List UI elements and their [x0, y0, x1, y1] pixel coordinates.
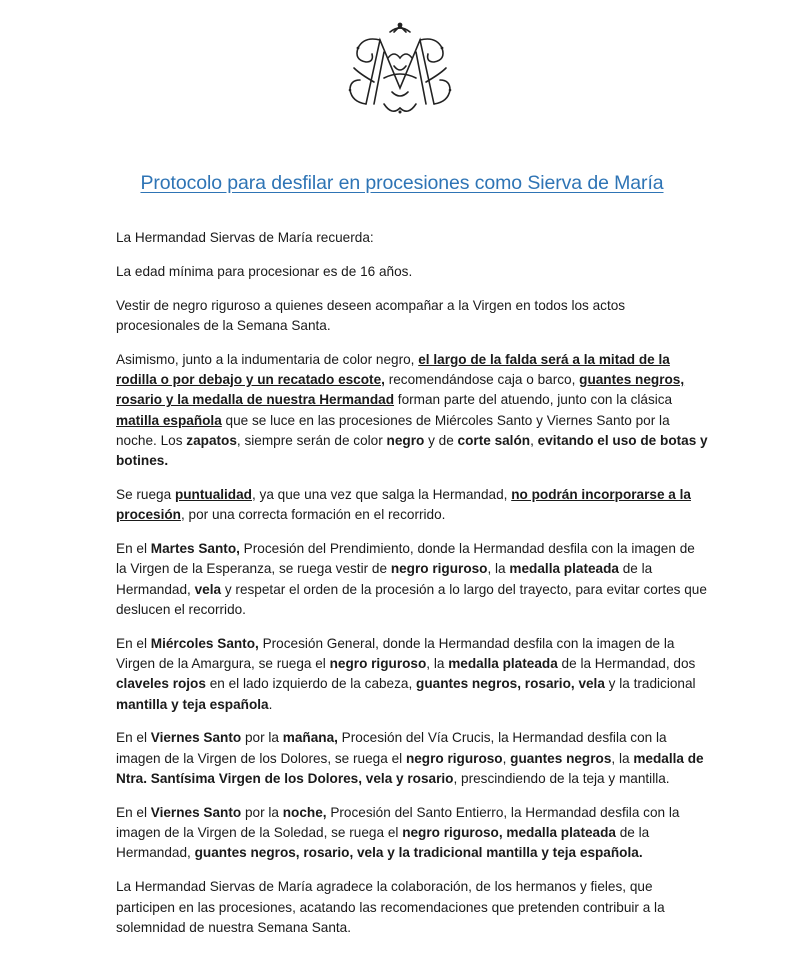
- paragraph-text: En el: [116, 635, 151, 651]
- paragraph-text: , la: [487, 561, 510, 577]
- paragraph-text: , prescindiendo de la teja y mantilla.: [453, 771, 670, 787]
- emphasis-text: guantes negros, rosario, vela: [416, 676, 605, 692]
- paragraph-text: de la Hermandad,: [116, 825, 650, 861]
- paragraph-text: y de: [424, 432, 458, 448]
- paragraph: [116, 877, 708, 938]
- paragraph-text: La Hermandad Siervas de María agradece la colaboración, de los hermanos y fieles, que participen en las procesiones, acatando las recomendaciones que pretenden contribuir a la solemnidad de nuestra Semana Santa.: [116, 879, 665, 935]
- paragraph-text: y respetar el orden de la procesión a lo largo del trayecto, para evitar cortes que deslucen el recorrido.: [116, 581, 707, 617]
- paragraph: [116, 228, 708, 248]
- emphasis-text: claveles rojos: [116, 676, 206, 692]
- emphasis-text: negro riguroso: [405, 750, 503, 766]
- paragraph-text: ,: [530, 432, 538, 448]
- emphasis-text: no podrán incorporarse a la procesión: [116, 486, 691, 523]
- paragraph-text: Procesión del Prendimiento, donde la Hermandad desfila con la imagen de la Virgen de la Esperanza, se ruega vestir de: [116, 541, 695, 577]
- paragraph-text: Procesión General, donde la Hermandad desfila con la imagen de la Virgen de la Amargura, se ruega el: [116, 635, 675, 672]
- paragraph-text: .: [268, 696, 273, 712]
- paragraph: [116, 485, 708, 526]
- paragraph-text: La edad mínima para procesionar es de 16 años.: [116, 263, 413, 279]
- paragraph-text: que se luce en las procesiones de Miércoles Santo y Viernes Santo por la noche. Los: [116, 412, 670, 448]
- paragraph: [116, 803, 708, 864]
- emphasis-text: noche,: [282, 804, 327, 820]
- emphasis-text: medalla plateada: [509, 561, 619, 577]
- paragraph: [116, 728, 708, 789]
- emphasis-text: Viernes Santo: [150, 804, 242, 820]
- paragraph-text: Procesión del Santo Entierro, la Hermandad desfila con la imagen de la Virgen de la Soledad, se ruega el: [116, 804, 680, 841]
- paragraph-text: En el: [116, 541, 151, 557]
- paragraph: [116, 296, 708, 337]
- paragraph: [116, 634, 708, 715]
- page-title: Protocolo para desfilar en procesiones como Sierva de María: [140, 172, 664, 194]
- emphasis-text: negro riguroso: [390, 561, 488, 577]
- emphasis-text: matilla española: [116, 412, 222, 428]
- emphasis-text: guantes negros, rosario y la medalla de nuestra Hermandad: [116, 371, 685, 408]
- emphasis-text: negro riguroso: [329, 656, 427, 672]
- paragraph: [116, 262, 708, 282]
- paragraph-text: ,: [502, 750, 511, 766]
- paragraph-text: de la Hermandad,: [116, 561, 653, 597]
- emphasis-text: puntualidad: [174, 486, 252, 502]
- emphasis-text: negro: [386, 432, 425, 448]
- emphasis-text: guantes negros, rosario, vela y la tradicional mantilla y teja española.: [194, 845, 643, 861]
- emphasis-text: guantes negros: [510, 750, 612, 766]
- emphasis-text: medalla de Ntra. Santísima Virgen de los Dolores, vela y rosario: [116, 750, 704, 787]
- emphasis-text: el largo de la falda será a la mitad de la rodilla o por debajo y un recatado escote,: [116, 351, 670, 387]
- paragraph-text: y la tradicional: [604, 676, 696, 692]
- paragraph: [116, 350, 708, 472]
- emphasis-text: evitando el uso de botas y botines.: [116, 432, 708, 469]
- paragraph-text: por la: [241, 730, 283, 746]
- emphasis-text: Martes Santo,: [150, 541, 240, 557]
- paragraph-text: En el: [116, 804, 151, 820]
- paragraph-text: Asimismo, junto a la indumentaria de color negro,: [116, 351, 419, 367]
- emphasis-text: medalla plateada: [448, 656, 558, 672]
- ave-maria-monogram-icon: [344, 22, 456, 122]
- emphasis-text: mantilla y teja española: [116, 696, 269, 712]
- paragraph-text: , ya que una vez que salga la Hermandad,: [251, 486, 512, 502]
- paragraph-text: de la Hermandad, dos: [557, 656, 696, 672]
- emphasis-text: Viernes Santo: [150, 730, 242, 746]
- paragraph-text: , la: [611, 750, 634, 766]
- paragraph-text: Vestir de negro riguroso a quienes deseen acompañar a la Virgen en todos los actos procesionales de la Semana Santa.: [116, 297, 626, 333]
- document-body: [116, 228, 708, 952]
- paragraph-text: forman parte del atuendo, junto con la clásica: [394, 392, 673, 408]
- paragraph-text: , la: [426, 656, 449, 672]
- paragraph-text: En el: [116, 730, 151, 746]
- emphasis-text: zapatos: [186, 432, 237, 448]
- paragraph-text: , por una correcta formación en el recorrido.: [180, 507, 446, 523]
- paragraph-text: , siempre serán de color: [236, 432, 387, 448]
- emphasis-text: vela: [194, 581, 222, 597]
- emphasis-text: negro riguroso, medalla plateada: [402, 825, 616, 841]
- paragraph: [116, 539, 708, 620]
- paragraph-text: en el lado izquierdo de la cabeza,: [205, 676, 417, 692]
- paragraph-text: La Hermandad Siervas de María recuerda:: [116, 230, 374, 245]
- paragraph-text: Procesión del Vía Crucis, la Hermandad desfila con la imagen de la Virgen de los Dolores, se ruega el: [116, 730, 667, 766]
- paragraph-text: Se ruega: [116, 486, 175, 502]
- paragraph-text: por la: [241, 804, 283, 820]
- emphasis-text: corte salón: [457, 432, 531, 448]
- emphasis-text: Miércoles Santo,: [150, 635, 259, 651]
- paragraph-text: recomendándose caja o barco,: [384, 371, 580, 387]
- emphasis-text: mañana,: [282, 730, 338, 746]
